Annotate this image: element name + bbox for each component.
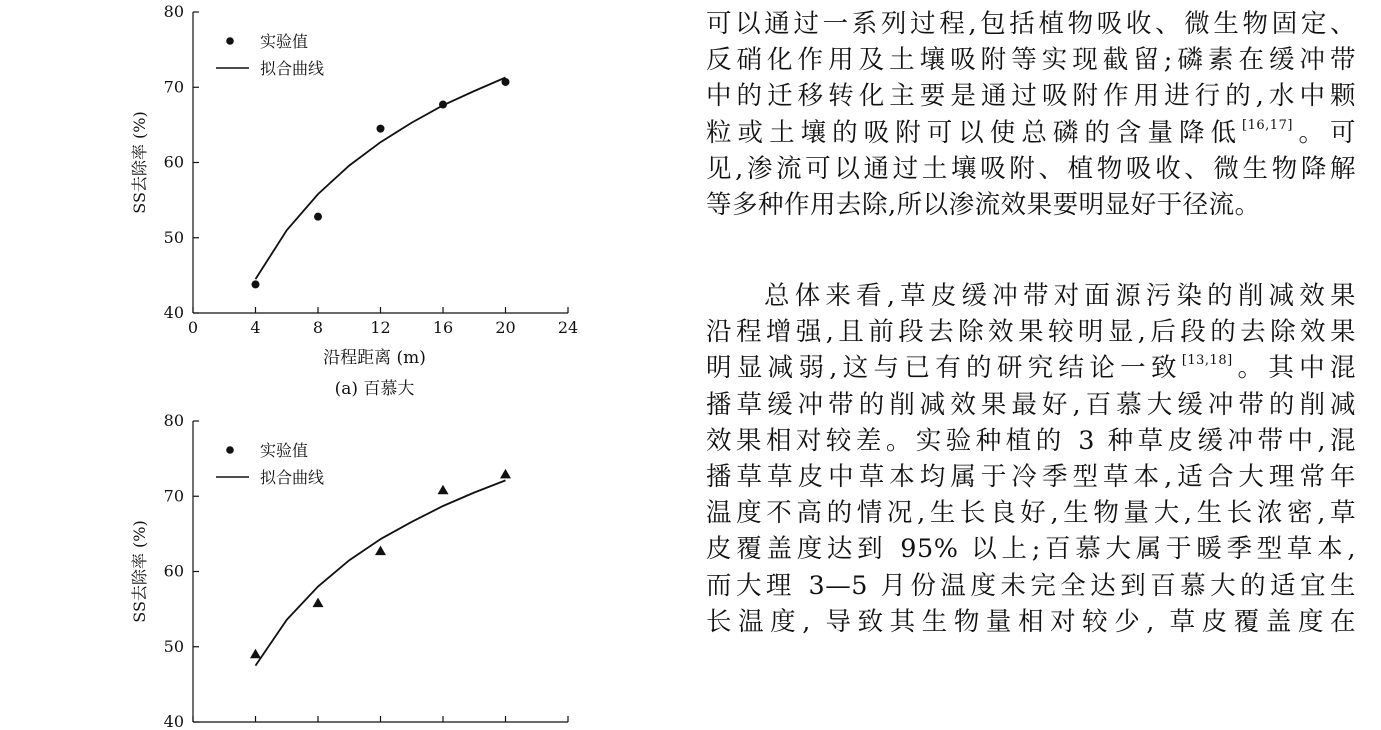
text-line: 播草缓冲带的削减效果最好,百慕大缓冲带的削减 xyxy=(706,389,1356,420)
y-axis-label: SS去除率 (%) xyxy=(130,111,149,214)
text-line: 沿程增强,且前段去除效果较明显,后段的去除效果 xyxy=(706,317,1356,348)
paragraph-1 xyxy=(706,6,1356,223)
legend-curve-label: 拟合曲线 xyxy=(260,59,325,78)
text-line: 中的迁移转化主要是通过吸附作用进行的,水中颗 xyxy=(706,81,1356,112)
data-point xyxy=(502,78,510,86)
fit-curve xyxy=(256,480,506,665)
legend-marker xyxy=(226,37,234,45)
x-axis-label: 沿程距离 (m) xyxy=(323,348,426,368)
text-line: 可以通过一系列过程,包括植物吸收、微生物固定、 xyxy=(706,9,1356,39)
legend-points-label: 实验值 xyxy=(260,32,309,51)
text-line: 效果相对较差。实验种植的 3 种草皮缓冲带中,混 xyxy=(706,425,1356,456)
text-line: 而大理 3—5 月份温度未完全达到百慕大的适宜生 xyxy=(706,570,1356,601)
x-tick-label: 16 xyxy=(432,318,454,337)
text-line: 播草草皮中草本均属于冷季型草本,适合大理常年 xyxy=(706,462,1356,493)
citation-ref: [16,17] xyxy=(1242,117,1293,133)
text-line-tail: 。其中混 xyxy=(1232,353,1356,384)
y-tick-label: 80 xyxy=(163,411,184,430)
data-point xyxy=(313,598,324,608)
citation-ref: [13,18] xyxy=(1181,353,1233,369)
text-line-with-citation xyxy=(706,350,1356,386)
y-tick-label: 50 xyxy=(163,636,184,656)
data-point xyxy=(375,546,386,556)
x-tick-label: 20 xyxy=(495,318,516,337)
data-point xyxy=(500,469,511,479)
text-line-tail: 。可 xyxy=(1292,117,1356,148)
data-point xyxy=(250,649,261,659)
data-point xyxy=(438,485,449,495)
x-tick-label: 8 xyxy=(312,318,324,337)
text-line: 温度不高的情况,生长良好,生物量大,生长浓密,草 xyxy=(706,498,1356,529)
legend-points-label: 实验值 xyxy=(260,441,309,460)
data-point xyxy=(314,213,322,221)
y-tick-label: 60 xyxy=(163,152,184,172)
text-line: 长温度, 导致其生物量相对较少, 草皮覆盖度在 xyxy=(706,606,1356,637)
chart-a-bermuda xyxy=(130,2,578,399)
x-tick-label: 12 xyxy=(370,318,391,337)
text-line: 见,渗流可以通过土壤吸附、植物吸收、微生物降解 xyxy=(706,153,1356,184)
y-tick-label: 40 xyxy=(163,303,184,322)
text-line: 反硝化作用及土壤吸附等实现截留;磷素在缓冲带 xyxy=(706,45,1356,76)
text-line: 皮覆盖度达到 95% 以上;百慕大属于暖季型草本, xyxy=(706,534,1356,565)
legend-marker xyxy=(226,446,234,454)
chart-b-panel xyxy=(130,411,568,730)
x-tick-label: 0 xyxy=(187,318,199,337)
text-line: 总体来看,草皮缓冲带对面源污染的削减效果 xyxy=(764,281,1356,311)
text-line: 明显减弱,这与已有的研究结论一致 xyxy=(706,353,1182,384)
legend-curve-label: 拟合曲线 xyxy=(260,468,325,487)
y-tick-label: 70 xyxy=(163,77,184,97)
data-point xyxy=(252,280,260,288)
y-tick-label: 50 xyxy=(163,227,184,247)
text-line: 等多种作用去除,所以渗流效果要明显好于径流。 xyxy=(706,190,1261,221)
panel-caption: (a) 百慕大 xyxy=(334,379,415,399)
y-tick-label: 70 xyxy=(163,486,184,506)
data-point xyxy=(439,101,447,109)
text-line: 粒或土壤的吸附可以使总磷的含量降低 xyxy=(706,117,1243,148)
y-axis-label: SS去除率 (%) xyxy=(130,520,149,623)
x-tick-label: 24 xyxy=(557,318,579,337)
text-line-with-citation xyxy=(706,115,1356,151)
y-tick-label: 60 xyxy=(163,561,184,581)
x-tick-label: 4 xyxy=(250,318,261,337)
data-point xyxy=(377,125,385,133)
y-tick-label: 40 xyxy=(163,712,184,730)
figure-panels xyxy=(0,0,680,730)
y-tick-label: 80 xyxy=(163,2,184,21)
fit-curve xyxy=(256,78,506,280)
paragraph-2 xyxy=(706,278,1356,640)
